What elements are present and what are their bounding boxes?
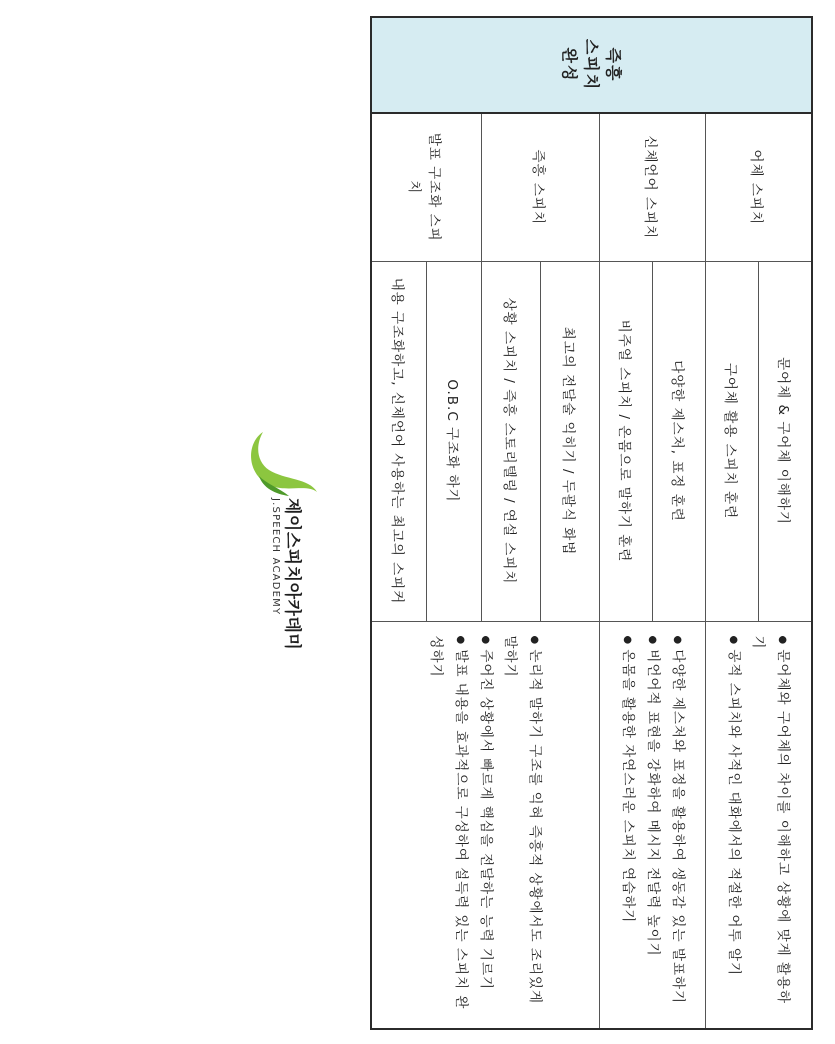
description-cell — [600, 621, 706, 1029]
description-item: ● 주어진 상황에서 빠르게 핵심을 전달하는 능력 기르기 — [473, 636, 498, 1015]
topic-cell: 다양한 제스처, 표정 훈련 — [653, 261, 706, 621]
table-row — [541, 17, 600, 1029]
topic-cell: 최고의 전달술 익히기 / 두괄식 화법 — [541, 261, 600, 621]
description-cell — [706, 621, 813, 1029]
description-item: ● 논리적 말하기 구조를 익혀 즉흥적 상황에서도 조리있게 말하기 — [498, 636, 547, 1015]
title-line: 완성 — [560, 47, 580, 83]
category-cell: 어체 스피치 — [706, 113, 813, 261]
topic-cell: 상황 스피치 / 즉흥 스토리텔링 / 연설 스피치 — [482, 261, 541, 621]
title-line: 스피치 — [582, 38, 602, 92]
category-cell: 즉흥 스피치 — [482, 113, 600, 261]
academy-name: 제이스피치아카데미 — [282, 498, 302, 651]
topic-cell: 문어체 & 구어체 이해하기 — [759, 261, 813, 621]
description-item: ● 비언어적 표현을 강화하여 메시지 전달력 높이기 — [640, 636, 665, 1015]
course-table — [370, 16, 813, 1030]
topic-cell: 비주얼 스피치 / 온몸으로 말하기 훈련 — [600, 261, 653, 621]
title-line: 즉흥 — [604, 47, 624, 83]
academy-name-english: J.SPEECH ACADEMY — [270, 498, 281, 616]
description-cell — [371, 621, 600, 1029]
table-row — [653, 17, 706, 1029]
description-item: ● 문어체와 구어체의 차이를 이해하고 상황에 맞게 활용하기 — [747, 636, 796, 1015]
course-title — [371, 17, 812, 113]
table-row — [759, 17, 813, 1029]
category-cell: 발표 구조화 스피치 — [371, 113, 482, 261]
leaf-logo-icon — [243, 426, 319, 498]
topic-cell: 내용 구조화하고, 신체언어 사용하는 최고의 스피커 — [371, 261, 427, 621]
description-item: ● 발표 내용을 효과적으로 구성하여 설득력 있는 스피치 완성하기 — [424, 636, 473, 1015]
academy-logo — [239, 426, 323, 651]
topic-cell: O.B.C 구조화 하기 — [427, 261, 482, 621]
topic-cell: 구어체 활용 스피치 훈련 — [706, 261, 759, 621]
description-item: ● 공적 스피치와 사적인 대화에서의 적절한 어투 알기 — [722, 636, 747, 1015]
description-item: ● 다양한 제스처와 표정을 활용하여 생동감 있는 발표하기 — [665, 636, 690, 1015]
description-item: ● 온몸을 활용한 자연스러운 스피치 연습하기 — [615, 636, 640, 1015]
category-cell: 신체언어 스피치 — [600, 113, 706, 261]
